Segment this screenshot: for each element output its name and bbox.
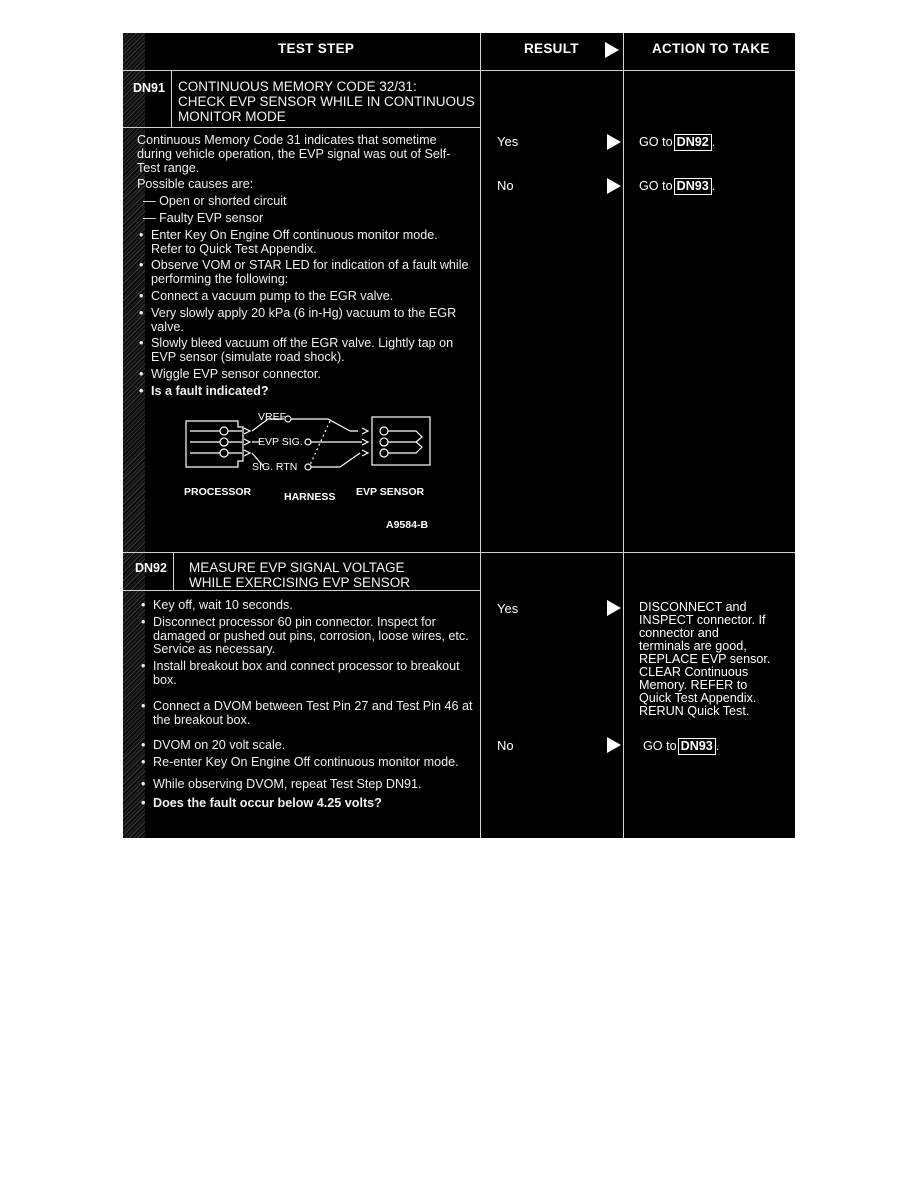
result-yes-dn92: Yes (497, 601, 519, 616)
dn91-bottom-rule (123, 552, 795, 553)
instruction-item: • Slowly bleed vacuum off the EGR valve. Lightly tap on EVP sensor (simulate road shock). (137, 337, 472, 365)
diagnostic-table (123, 33, 795, 838)
header-test-step: TEST STEP (278, 41, 355, 56)
instruction-item: • Connect a DVOM between Test Pin 27 and Test Pin 46 at the breakout box. (139, 700, 474, 728)
dn92-title-rule (123, 590, 480, 591)
result-no-dn91: No (497, 178, 514, 193)
cause-item: — Open or shorted circuit (143, 194, 287, 209)
wire-label-sig-rtn: SIG. RTN (252, 461, 298, 473)
wiring-diagram (180, 409, 450, 539)
result-arrow-icon (607, 737, 621, 753)
title-line: CONTINUOUS MEMORY CODE 32/31: (178, 79, 417, 94)
instruction-item: • While observing DVOM, repeat Test Step DN91. (139, 778, 474, 792)
question-item: • Does the fault occur below 4.25 volts? (139, 797, 474, 811)
title-line: CHECK EVP SENSOR WHILE IN CONTINUOUS (178, 94, 475, 109)
column-divider-result (480, 33, 481, 838)
step-title-dn91 (178, 79, 475, 124)
step-body-dn91 (137, 134, 472, 402)
result-arrow-icon (607, 600, 621, 616)
dn91-code-divider (171, 70, 172, 127)
result-arrow-icon (605, 42, 619, 58)
step-code-dn92: DN92 (135, 561, 167, 575)
label-harness: HARNESS (284, 491, 336, 503)
label-processor: PROCESSOR (184, 486, 252, 498)
instruction-item: • Very slowly apply 20 kPa (6 in-Hg) vacuum to the EGR valve. (137, 307, 472, 335)
instruction-item: • Disconnect processor 60 pin connector. Inspect for damaged or pushed out pins, corrosion, loose wires, etc. Service as necessary. (139, 616, 474, 657)
label-evp-sensor: EVP SENSOR (356, 486, 425, 498)
step-link-dn93[interactable]: DN93 (674, 178, 712, 195)
step-code-dn91: DN91 (133, 81, 165, 95)
cause-item: — Faulty EVP sensor (143, 210, 264, 225)
question-item: • Is a fault indicated? (137, 385, 472, 399)
action-no-dn91: GO to DN93 . (639, 179, 716, 193)
step-link-dn93[interactable]: DN93 (678, 738, 716, 755)
action-yes-dn91: GO to DN92 . (639, 135, 716, 149)
result-yes-dn91: Yes (497, 134, 519, 149)
step-body-dn92 (139, 599, 474, 814)
result-arrow-icon (607, 178, 621, 194)
action-yes-dn92: DISCONNECT and INSPECT connector. If connector and terminals are good, REPLACE EVP sensor. CLEAR Continuous Memory. REFER to Quick Test Appendix. RERUN Quick Test. (639, 600, 771, 718)
title-line: MEASURE EVP SIGNAL VOLTAGE (189, 560, 405, 575)
result-arrow-icon (607, 134, 621, 150)
action-no-dn92: GO to DN93 . (643, 739, 720, 753)
step-title-dn92 (189, 560, 410, 590)
title-line: WHILE EXERCISING EVP SENSOR (189, 575, 411, 590)
dn92-code-divider (173, 552, 174, 590)
instruction-item: • Key off, wait 10 seconds. (139, 599, 474, 613)
instruction-item: • Connect a vacuum pump to the EGR valve. (137, 290, 472, 304)
step-link-dn92[interactable]: DN92 (674, 134, 712, 151)
figure-id: A9584-B (386, 519, 429, 531)
header-rule (123, 70, 795, 71)
header-result: RESULT (524, 41, 579, 56)
header-action: ACTION TO TAKE (652, 41, 770, 56)
instruction-item: • DVOM on 20 volt scale. (139, 739, 474, 753)
instruction-item: • Enter Key On Engine Off continuous monitor mode. Refer to Quick Test Appendix. (137, 229, 472, 257)
wire-label-vref: VREF (258, 411, 287, 423)
instruction-item: • Observe VOM or STAR LED for indication of a fault while performing the following: (137, 259, 472, 287)
result-no-dn92: No (497, 738, 514, 753)
dn91-title-rule (123, 127, 480, 128)
column-divider-action (623, 33, 624, 838)
intro-text: Continuous Memory Code 31 indicates that sometime during vehicle operation, the EVP signal was out of Self-Test range. (137, 133, 451, 175)
instruction-item: • Install breakout box and connect processor to breakout box. (139, 660, 474, 688)
wire-label-evp-sig: EVP SIG. (258, 436, 303, 448)
instruction-item: • Wiggle EVP sensor connector. (137, 368, 472, 382)
title-line: MONITOR MODE (178, 109, 286, 124)
causes-label: Possible causes are: (137, 177, 254, 192)
instruction-item: • Re-enter Key On Engine Off continuous monitor mode. (139, 756, 474, 770)
